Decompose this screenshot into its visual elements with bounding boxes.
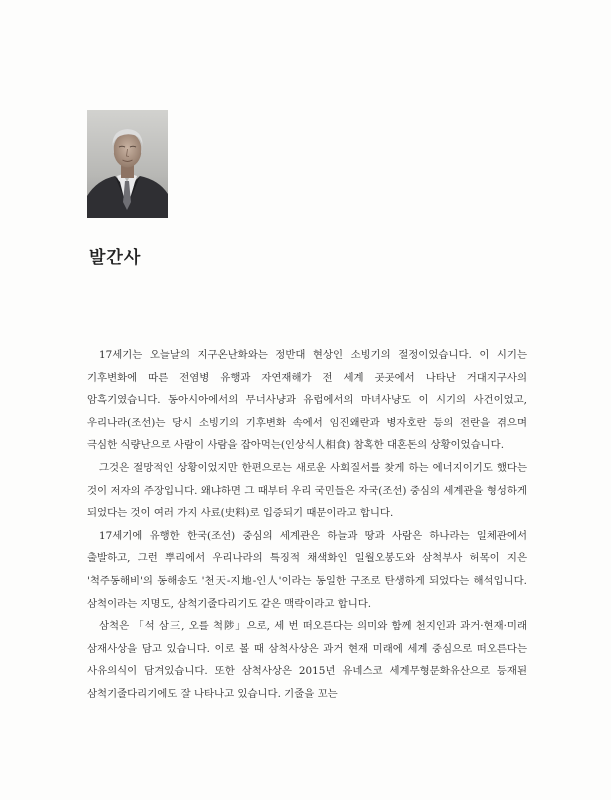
paragraph: 17세기는 오늘날의 지구온난화와는 정반대 현상인 소빙기의 절정이었습니다. 이 시기는 기후변화에 따른 전염병 유행과 자연재해가 전 세계 곳곳에서 나타난 거대지구사의 암흑기였습니다. 동아시아에서의 무너사냥과 유럽에서의 마녀사냥도 이 시기의 사건이었고, 우리나라(조선)는 당시 소빙기의 기후변화 속에서 임진왜란과 병자호란 등의 전란을 겪으며 극심한 식량난으로 사람이 사람을 잡아먹는(인상식人相食) 참혹한 대혼돈의 상황이었습니다. xyxy=(87,349,527,452)
paragraph: 그것은 절망적인 상황이었지만 한편으로는 새로운 사회질서를 찾게 하는 에너지이기도 했다는 것이 저자의 주장입니다. 왜냐하면 그 때부터 우리 국민들은 자국(조선) 중심의 세계관을 형성하게 되었다는 것이 여러 가지 사료(史料)로 입증되기 때문이라고 합니다. xyxy=(87,461,527,520)
author-portrait-photo xyxy=(87,110,168,218)
paragraph: 삼척은 「석 삼三, 오를 척陟」으로, 세 번 떠오른다는 의미와 함께 천지인과 과거·현재·미래 삼재사상을 담고 있습니다. 이로 볼 때 삼척사상은 과거 현재 미래에 세계 중심으로 떠오른다는 사유의식이 담겨있습니다. 또한 삼척사상은 2015년 유네스코 세계무형문화유산으로 등재된 삼척기줄다리기에도 잘 나타나고 있습니다. 기줄을 꼬는 xyxy=(87,620,527,700)
body-text xyxy=(87,344,527,706)
portrait-illustration xyxy=(87,110,168,218)
paragraph: 17세기에 유행한 한국(조선) 중심의 세계관은 하늘과 땅과 사람은 하나라는 일체관에서 출발하고, 그런 뿌리에서 우리나라의 특징적 채색화인 일월오봉도와 삼척부사 허목이 지은 '척주동해비'의 동해송도 '천天-지地-인人'이라는 동일한 구조로 탄생하게 되었다는 해석입니다. 삼척이라는 지명도, 삼척기줄다리기도 같은 맥락이라고 합니다. xyxy=(87,529,527,610)
page-heading: 발간사 xyxy=(89,248,142,268)
